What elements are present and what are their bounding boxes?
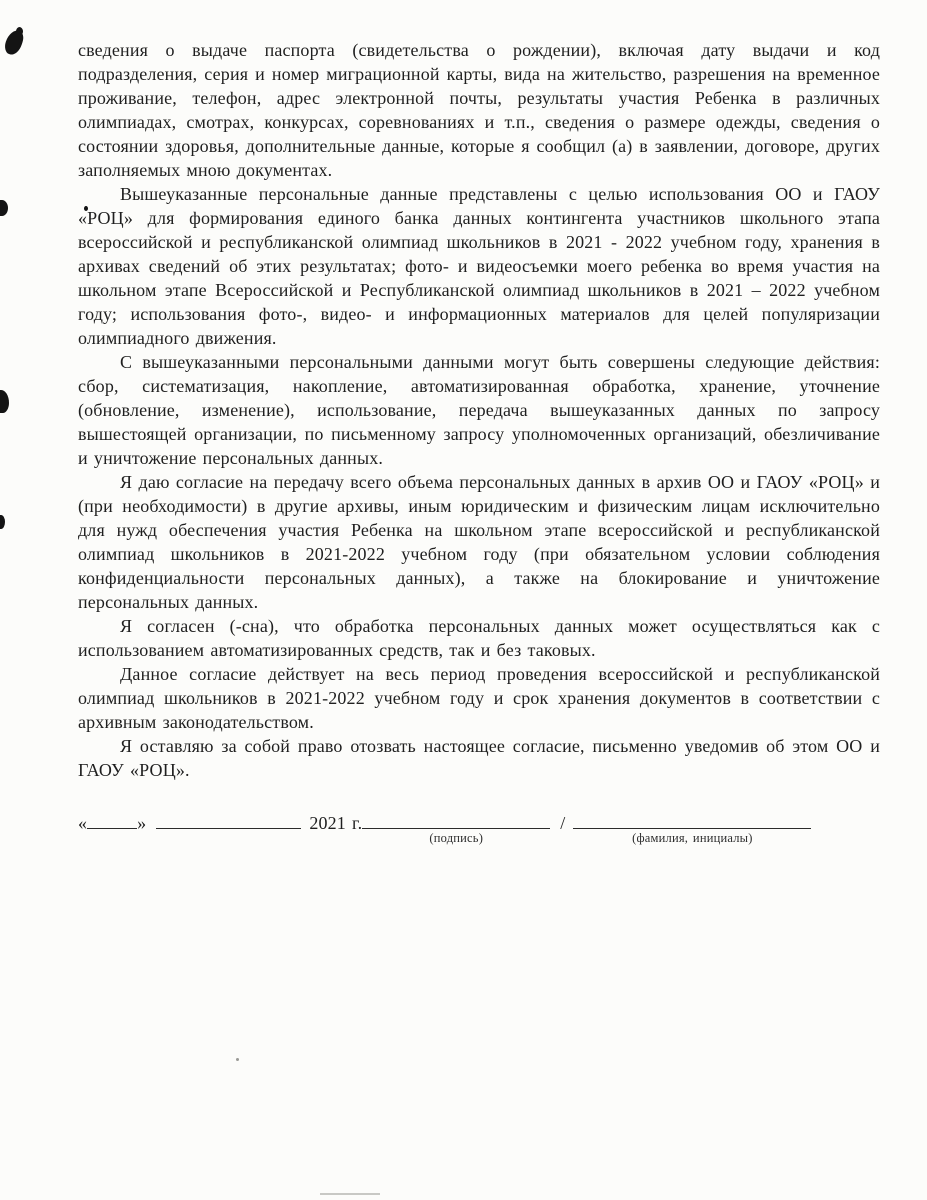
scan-artifact-speck [320, 1193, 380, 1195]
scan-artifact-speck [236, 1058, 239, 1061]
paragraph-allowed-actions: С вышеуказанными персональными данными могут быть совершены следующие действия: сбор, систематизация, накопление, автоматизированная обработка, хранение, уточнение (обновление, изменение), использование, передача вышеуказанных данных по запросу вышестоящей организации, по письменному запросу уполномоченных организаций, обезличивание и уничтожение персональных данных. [78, 352, 880, 468]
paragraph-processing-methods: Я согласен (-сна), что обработка персональных данных может осуществляться как с использованием автоматизированных средств, так и без таковых. [78, 616, 880, 660]
scan-artifact-ink-blob [16, 27, 23, 36]
paragraph-transfer-consent: Я даю согласие на передачу всего объема персональных данных в архив ОО и ГАОУ «РОЦ» и (при необходимости) в другие архивы, иным юридическим и физическим лицам исключительно для нужд обеспечения участия Ребенка на школьном этапе всероссийской и республиканской олимпиад школьников в 2021-2022 учебном году (при обязательном условии соблюдения конфиденциальности персональных данных), а также на блокирование и уничтожение персональных данных. [78, 472, 880, 612]
signature-blank-field [362, 810, 550, 829]
separator-slash: / [560, 813, 566, 833]
name-blank-field [573, 810, 811, 829]
day-blank-field [87, 810, 137, 829]
scan-artifact-edge-mark [0, 390, 9, 413]
paragraph-personal-data-list: сведения о выдаче паспорта (свидетельства о рождении), включая дату выдачи и код подразделения, серия и номер миграционной карты, вида на жительство, разрешения на временное проживание, телефон, адрес электронной почты, результаты участия Ребенка в различных олимпиадах, смотрах, конкурсах, соревнованиях и т.п., сведения о размере одежды, сведения о состоянии здоровья, дополнительные данные, которые я сообщил (а) в заявлении, договоре, других заполняемых мною документах. [78, 40, 880, 180]
open-quote: « [78, 813, 88, 833]
signature-caption: (подпись) [429, 831, 484, 845]
document-body [78, 38, 880, 845]
paragraph-purpose-of-use: Вышеуказанные персональные данные представлены с целью использования ОО и ГАОУ «РОЦ» для формирования единого банка данных контингента участников школьного этапа всероссийской и республиканской олимпиад школьников в 2021 - 2022 учебном году, хранения в архивах сведений об этих результатах; фото- и видеосъемки моего ребенка во время участия на школьном этапе Всероссийской и Республиканской олимпиад школьников в 2021 – 2022 учебном году; использования фото-, видео- и информационных материалов для целей популяризации олимпиадного движения. [78, 184, 880, 348]
scan-artifact-edge-mark [0, 200, 8, 216]
signature-line [78, 810, 880, 845]
name-caption: (фамилия, инициалы) [632, 831, 753, 845]
paragraph-revocation-right: Я оставляю за собой право отозвать настоящее согласие, письменно уведомив об этом ОО и ГАОУ «РОЦ». [78, 736, 880, 780]
month-blank-field [156, 810, 301, 829]
paragraph-validity-period: Данное согласие действует на весь период проведения всероссийской и республиканской олимпиад школьников в 2021-2022 учебном году и срок хранения документов в соответствии с архивным законодательством. [78, 664, 880, 732]
year-label: 2021 г. [309, 813, 363, 833]
close-quote: » [137, 813, 147, 833]
name-field-wrap [573, 810, 811, 845]
signature-field-wrap [362, 810, 550, 845]
scan-artifact-edge-mark [0, 515, 5, 529]
